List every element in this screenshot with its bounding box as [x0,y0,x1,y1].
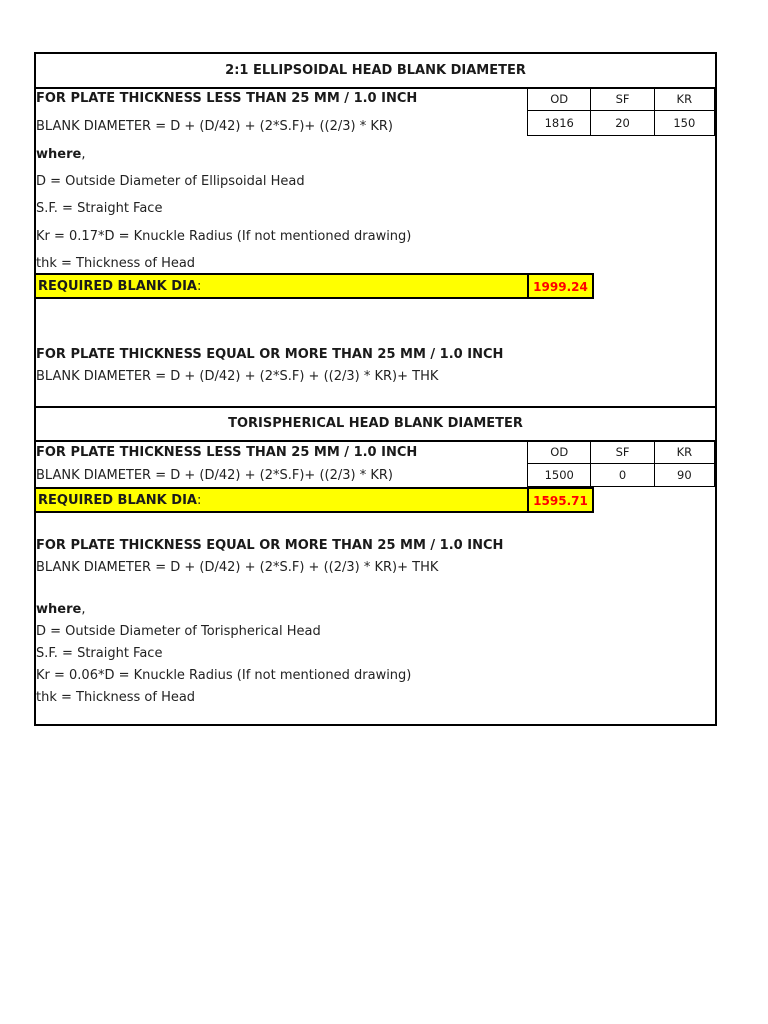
torispherical-required-row [36,487,594,513]
required-label-text: REQUIRED BLANK DIA [38,279,197,294]
definition-line: thk = Thickness of Head [36,690,196,705]
param-header-kr: KR [654,441,714,464]
torispherical-less-label: FOR PLATE THICKNESS LESS THAN 25 MM / 1.0 INCH [36,445,418,460]
divider [36,406,715,408]
required-label [36,275,527,297]
param-header-kr: KR [654,88,714,111]
param-value-od[interactable]: 1816 [528,111,591,136]
ellipsoidal-formula-less: BLANK DIAMETER = D + (D/42) + (2*S.F)+ ((2/3) * KR) [36,119,393,134]
where-label: where [36,147,82,162]
required-label [36,489,527,511]
where-label: where [36,602,82,617]
ellipsoidal-params-table [527,87,715,136]
param-value-sf[interactable]: 20 [591,111,654,136]
torispherical-where [36,602,85,617]
torispherical-formula-less: BLANK DIAMETER = D + (D/42) + (2*S.F)+ ((2/3) * KR) [36,468,393,483]
definition-line: S.F. = Straight Face [36,201,163,216]
definition-line: Kr = 0.17*D = Knuckle Radius (If not mentioned drawing) [36,229,412,244]
definition-line: S.F. = Straight Face [36,646,163,661]
definition-line: thk = Thickness of Head [36,256,196,271]
ellipsoidal-more-label: FOR PLATE THICKNESS EQUAL OR MORE THAN 25 MM / 1.0 INCH [36,347,504,362]
param-value-od[interactable]: 1500 [528,464,591,487]
torispherical-more-label: FOR PLATE THICKNESS EQUAL OR MORE THAN 25 MM / 1.0 INCH [36,538,504,553]
required-colon: : [196,493,202,508]
calculation-sheet [34,52,717,726]
param-header-od: OD [528,88,591,111]
definition-line: D = Outside Diameter of Torispherical Head [36,624,321,639]
required-blank-dia-value: 1595.71 [527,489,592,511]
definition-line: Kr = 0.06*D = Knuckle Radius (If not mentioned drawing) [36,668,412,683]
required-blank-dia-value: 1999.24 [527,275,592,297]
param-header-sf: SF [591,88,654,111]
ellipsoidal-where [36,147,85,162]
required-label-text: REQUIRED BLANK DIA [38,493,197,508]
ellipsoidal-required-row [36,273,594,299]
where-comma: , [81,602,86,617]
ellipsoidal-less-label: FOR PLATE THICKNESS LESS THAN 25 MM / 1.0 INCH [36,91,418,106]
param-value-kr[interactable]: 90 [654,464,714,487]
param-header-sf: SF [591,441,654,464]
ellipsoidal-formula-more: BLANK DIAMETER = D + (D/42) + (2*S.F) + ((2/3) * KR)+ THK [36,369,439,384]
required-colon: : [196,279,202,294]
param-header-od: OD [528,441,591,464]
torispherical-params-table [527,440,715,487]
torispherical-title: TORISPHERICAL HEAD BLANK DIAMETER [228,416,523,431]
definition-line: D = Outside Diameter of Ellipsoidal Head [36,174,305,189]
ellipsoidal-title: 2:1 ELLIPSOIDAL HEAD BLANK DIAMETER [225,63,526,78]
torispherical-formula-more: BLANK DIAMETER = D + (D/42) + (2*S.F) + ((2/3) * KR)+ THK [36,560,439,575]
param-value-kr[interactable]: 150 [654,111,714,136]
where-comma: , [81,147,86,162]
param-value-sf[interactable]: 0 [591,464,654,487]
